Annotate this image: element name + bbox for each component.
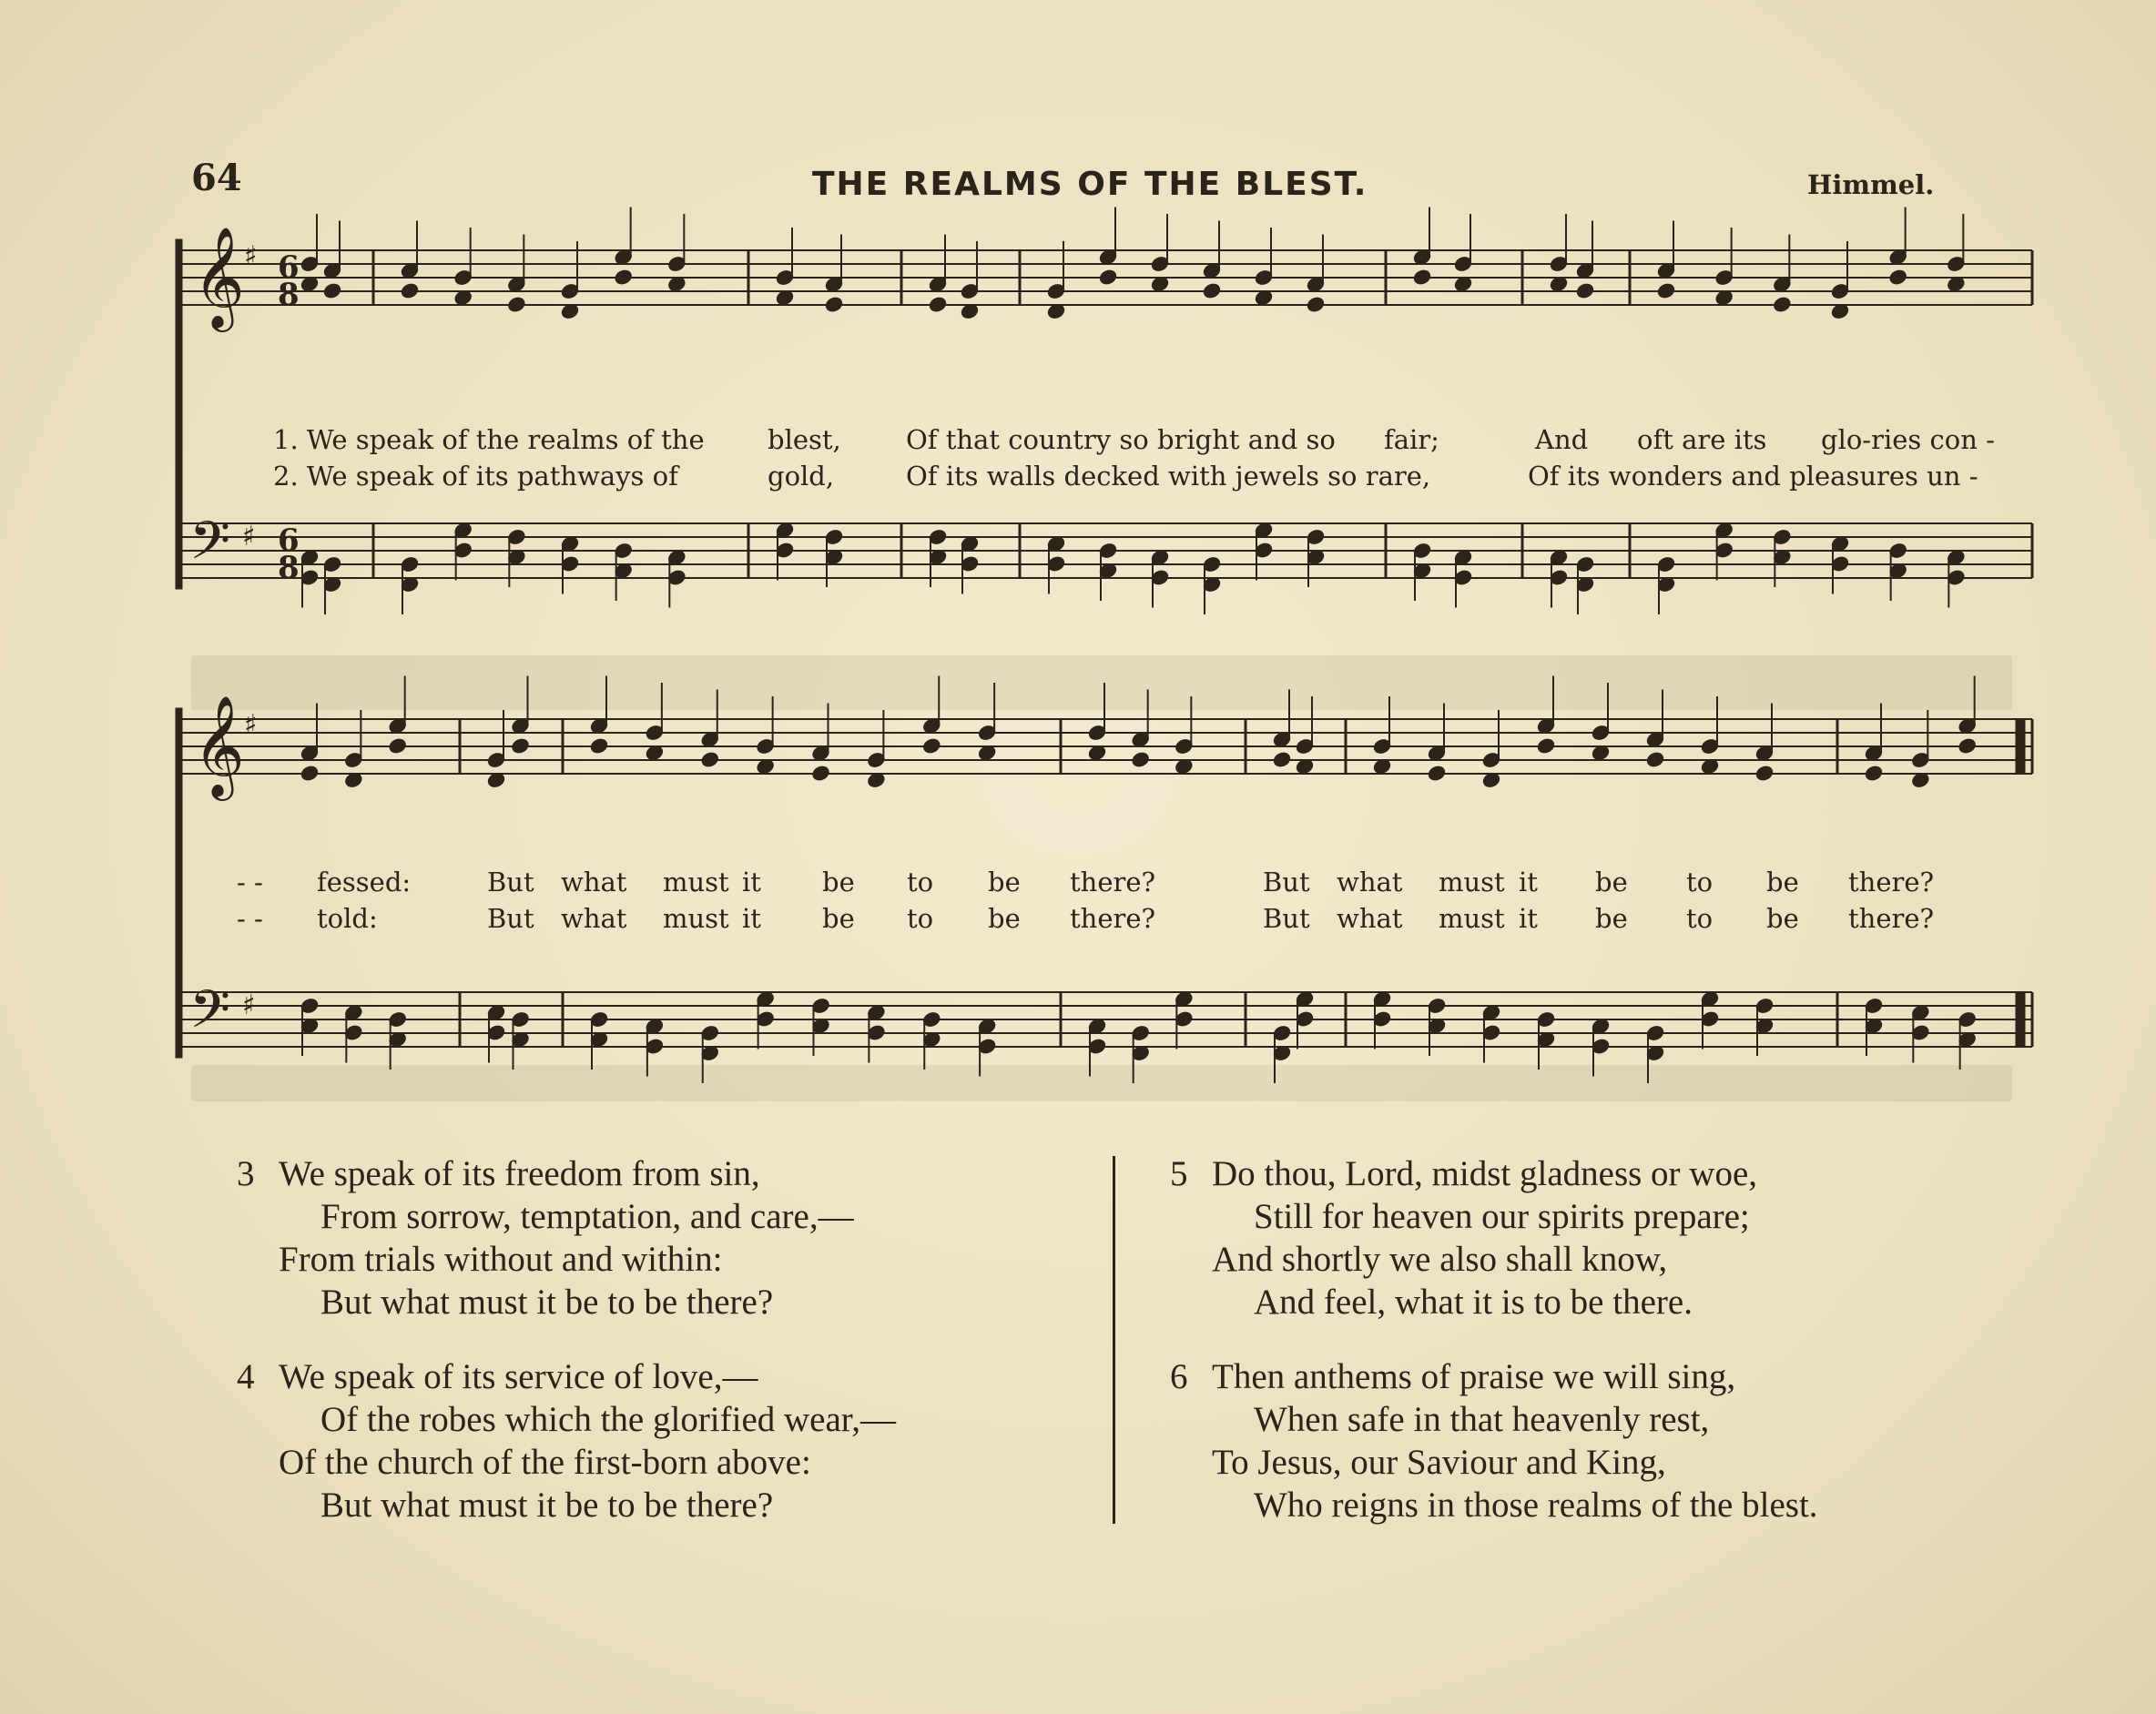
time-signature: 8: [278, 550, 300, 586]
verse-line: Of the robes which the glorified wear,—: [320, 1400, 896, 1439]
note-head: [388, 736, 408, 755]
lyric-syllable: it: [1519, 867, 1538, 898]
column-divider: [1113, 1156, 1115, 1524]
lyric-syllable: - -: [237, 903, 263, 934]
key-sharp: ♯: [244, 709, 258, 741]
note-head: [1754, 764, 1775, 782]
final-barline: [2016, 719, 2025, 774]
note-head: [589, 736, 609, 755]
lyric-syllable: Of its walls decked with jewels so rare,: [906, 461, 1431, 492]
lyric-syllable: to: [907, 903, 934, 934]
note-head: [921, 736, 941, 755]
lyric-syllable: there?: [1848, 867, 1935, 898]
verse-line: 5 Do thou, Lord, midst gladness or woe,: [1170, 1154, 1758, 1193]
lyric-syllable: to: [907, 867, 934, 898]
lyric-syllable: to: [1686, 903, 1714, 934]
page-number: 64: [191, 157, 242, 199]
verse-line: Still for heaven our spirits prepare;: [1254, 1197, 1750, 1236]
time-signature: 6: [278, 249, 300, 286]
note-head: [506, 295, 526, 313]
verse-6: [1170, 1355, 1818, 1526]
lyric-syllable: told:: [317, 903, 378, 934]
verse-line: But what must it be to be there?: [320, 1283, 774, 1322]
verse-4: [237, 1355, 896, 1526]
time-signature: 8: [278, 277, 300, 313]
note-head: [1427, 764, 1447, 782]
note-head: [510, 736, 530, 755]
lyric-syllable: be: [822, 867, 855, 898]
verse-line: From sorrow, temptation, and care,—: [320, 1197, 854, 1236]
lyric-syllable: there?: [1070, 867, 1156, 898]
note-head: [700, 750, 720, 768]
lyric-syllable: Of that country so bright and so: [906, 424, 1336, 455]
lyric-syllable: - -: [237, 867, 263, 898]
note-head: [1098, 268, 1118, 286]
lyric-syllable: fair;: [1384, 424, 1439, 455]
bass-clef: 𝄢: [189, 510, 231, 584]
verse-line: But what must it be to be there?: [320, 1486, 774, 1525]
verse-line: 6 Then anthems of praise we will sing,: [1170, 1357, 1736, 1396]
lyric-syllable: But: [487, 867, 534, 898]
lyric-syllable: be: [1766, 903, 1799, 934]
note-head: [1575, 281, 1595, 299]
verse-line: When safe in that heavenly rest,: [1254, 1400, 1710, 1439]
lyric-syllable: be: [1595, 867, 1628, 898]
lyric-syllable: oft are its: [1637, 424, 1767, 455]
note-head: [1888, 268, 1908, 286]
key-sharp: ♯: [244, 240, 258, 272]
lyric-syllable: it: [742, 867, 761, 898]
note-head: [1306, 295, 1326, 313]
note-head: [1958, 736, 1978, 755]
lyric-syllable: there?: [1848, 903, 1935, 934]
verse-3: [237, 1152, 854, 1324]
verse-number: 3: [237, 1154, 255, 1193]
lyric-syllable: what: [1337, 903, 1403, 934]
key-sharp: ♯: [242, 521, 256, 553]
lyric-syllable: glo-ries con -: [1821, 424, 1995, 455]
note-head: [1864, 764, 1884, 782]
lyric-syllable: there?: [1070, 903, 1156, 934]
verse-line: To Jesus, our Saviour and King,: [1212, 1443, 1666, 1482]
note-head: [824, 295, 844, 313]
lyric-syllable: But: [487, 903, 534, 934]
treble-clef: 𝄞: [193, 226, 245, 328]
note-head: [1772, 295, 1792, 313]
lyric-syllable: But: [1263, 903, 1310, 934]
lyric-syllable: it: [742, 903, 761, 934]
note-head: [1656, 281, 1676, 299]
final-barline: [2016, 992, 2025, 1047]
note-head: [614, 268, 634, 286]
lyric-syllable: must: [663, 903, 729, 934]
key-sharp: ♯: [242, 989, 256, 1021]
note-head: [1131, 750, 1151, 768]
verse-line: And shortly we also shall know,: [1212, 1240, 1668, 1279]
system-bracket: [176, 239, 182, 589]
note-head: [1536, 736, 1556, 755]
note-head: [928, 295, 948, 313]
lyric-syllable: be: [1766, 867, 1799, 898]
lyric-syllable: must: [663, 867, 729, 898]
hymn-title: THE REALMS OF THE BLEST.: [812, 166, 1368, 203]
note-head: [300, 764, 320, 782]
lyric-syllable: And: [1535, 424, 1589, 455]
verse-number: 6: [1170, 1357, 1188, 1396]
verse-line: And feel, what it is to be there.: [1254, 1283, 1693, 1322]
verse-number: 4: [237, 1357, 255, 1396]
time-signature: 6: [278, 522, 300, 559]
lyric-syllable: Of its wonders and pleasures un -: [1528, 461, 1978, 492]
lyric-syllable: be: [988, 903, 1021, 934]
verse-line: From trials without and within:: [279, 1240, 723, 1279]
tune-name: Himmel.: [1807, 169, 1935, 200]
lyric-syllable: must: [1439, 903, 1505, 934]
lyric-syllable: what: [1337, 867, 1403, 898]
note-head: [322, 281, 342, 299]
lyric-syllable: fessed:: [317, 867, 412, 898]
verse-5: [1170, 1152, 1757, 1324]
lyric-syllable: to: [1686, 867, 1714, 898]
bass-clef: 𝄢: [189, 979, 231, 1053]
verse-line: 4 We speak of its service of love,—: [237, 1357, 758, 1396]
note-head: [400, 281, 420, 299]
lyric-syllable: be: [1595, 903, 1628, 934]
lyric-syllable: But: [1263, 867, 1310, 898]
verse-line: Who reigns in those realms of the blest.: [1254, 1486, 1818, 1525]
verse-number: 5: [1170, 1154, 1188, 1193]
note-head: [1645, 750, 1665, 768]
note-head: [1202, 281, 1222, 299]
lyric-syllable: blest,: [768, 424, 841, 455]
note-head: [810, 764, 830, 782]
note-head: [1272, 750, 1292, 768]
lyric-syllable: what: [561, 867, 627, 898]
lyric-syllable: what: [561, 903, 627, 934]
verse-line: 3 We speak of its freedom from sin,: [237, 1154, 760, 1193]
verse-line: Of the church of the first-born above:: [279, 1443, 811, 1482]
lyric-syllable: 1. We speak of the realms of the: [273, 424, 705, 455]
note-head: [1412, 268, 1432, 286]
treble-clef: 𝄞: [193, 695, 245, 796]
lyric-syllable: must: [1439, 867, 1505, 898]
system-bracket: [176, 708, 182, 1058]
lyric-syllable: 2. We speak of its pathways of: [273, 461, 678, 492]
lyric-syllable: be: [988, 867, 1021, 898]
lyric-syllable: gold,: [768, 461, 835, 492]
lyric-syllable: be: [822, 903, 855, 934]
lyric-syllable: it: [1519, 903, 1538, 934]
